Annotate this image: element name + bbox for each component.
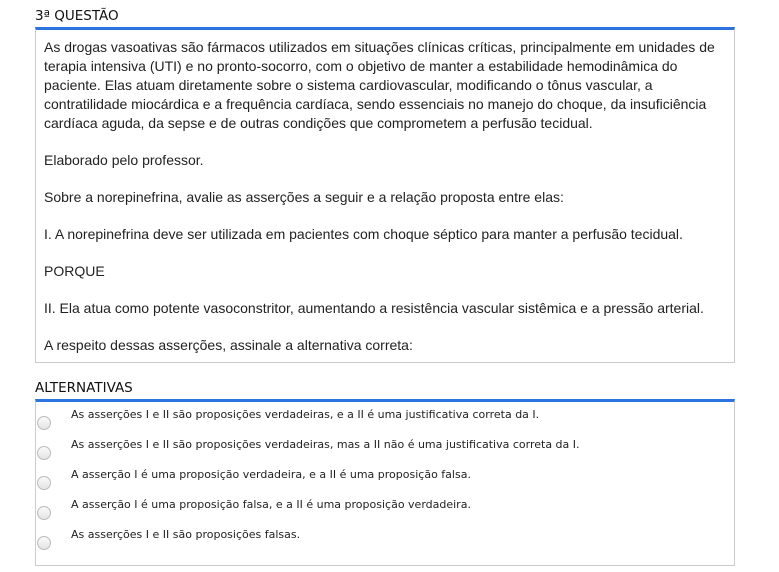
question-title: 3ª QUESTÃO xyxy=(35,8,119,24)
alternative-d[interactable] xyxy=(36,497,734,527)
alternatives-title: ALTERNATIVAS xyxy=(35,380,133,396)
alternative-label: As asserções I e II são proposições verdadeiras, e a II é uma justificativa correta da I. xyxy=(71,408,540,421)
alternative-b[interactable] xyxy=(36,437,734,467)
alternative-e[interactable] xyxy=(36,527,734,557)
paragraph: Elaborado pelo professor. xyxy=(44,152,204,168)
alternative-c[interactable] xyxy=(36,467,734,497)
alternative-label: A asserção I é uma proposição falsa, e a II é uma proposição verdadeira. xyxy=(71,498,471,511)
alternatives-box xyxy=(35,399,735,566)
paragraph: As drogas vasoativas são fármacos utilizados em situações clínicas críticas, principalmente em unidades de terapia intensiva (UTI) e no pronto-socorro, com o objetivo de manter a estabilidade hemodinâmica do paciente. Elas atuam diretamente sobre o sistema cardiovascular, modificando o tônus vascular, a contratilidade miocárdica e a frequência cardíaca, sendo essenciais no manejo do choque, da insuficiência cardíaca aguda, da sepse e de outras condições que comprometem a perfusão tecidual. xyxy=(44,39,715,131)
question-box xyxy=(35,27,735,363)
question-text xyxy=(36,30,734,361)
paragraph: Sobre a norepinefrina, avalie as asserções a seguir e a relação proposta entre elas: xyxy=(44,189,564,205)
radio-button[interactable] xyxy=(37,476,51,490)
alternative-a[interactable] xyxy=(36,407,734,437)
radio-button[interactable] xyxy=(37,416,51,430)
paragraph: I. A norepinefrina deve ser utilizada em pacientes com choque séptico para manter a perfusão tecidual. xyxy=(44,226,683,242)
paragraph: II. Ela atua como potente vasoconstritor, aumentando a resistência vascular sistêmica e a pressão arterial. xyxy=(44,300,704,316)
paragraph: PORQUE xyxy=(44,263,105,279)
alternative-label: As asserções I e II são proposições verdadeiras, mas a II não é uma justificativa correta da I. xyxy=(71,438,580,451)
alternative-label: As asserções I e II são proposições falsas. xyxy=(71,528,301,541)
radio-button[interactable] xyxy=(37,446,51,460)
radio-button[interactable] xyxy=(37,506,51,520)
alternative-label: A asserção I é uma proposição verdadeira, e a II é uma proposição falsa. xyxy=(71,468,471,481)
paragraph: A respeito dessas asserções, assinale a alternativa correta: xyxy=(44,337,413,353)
radio-button[interactable] xyxy=(37,536,51,550)
